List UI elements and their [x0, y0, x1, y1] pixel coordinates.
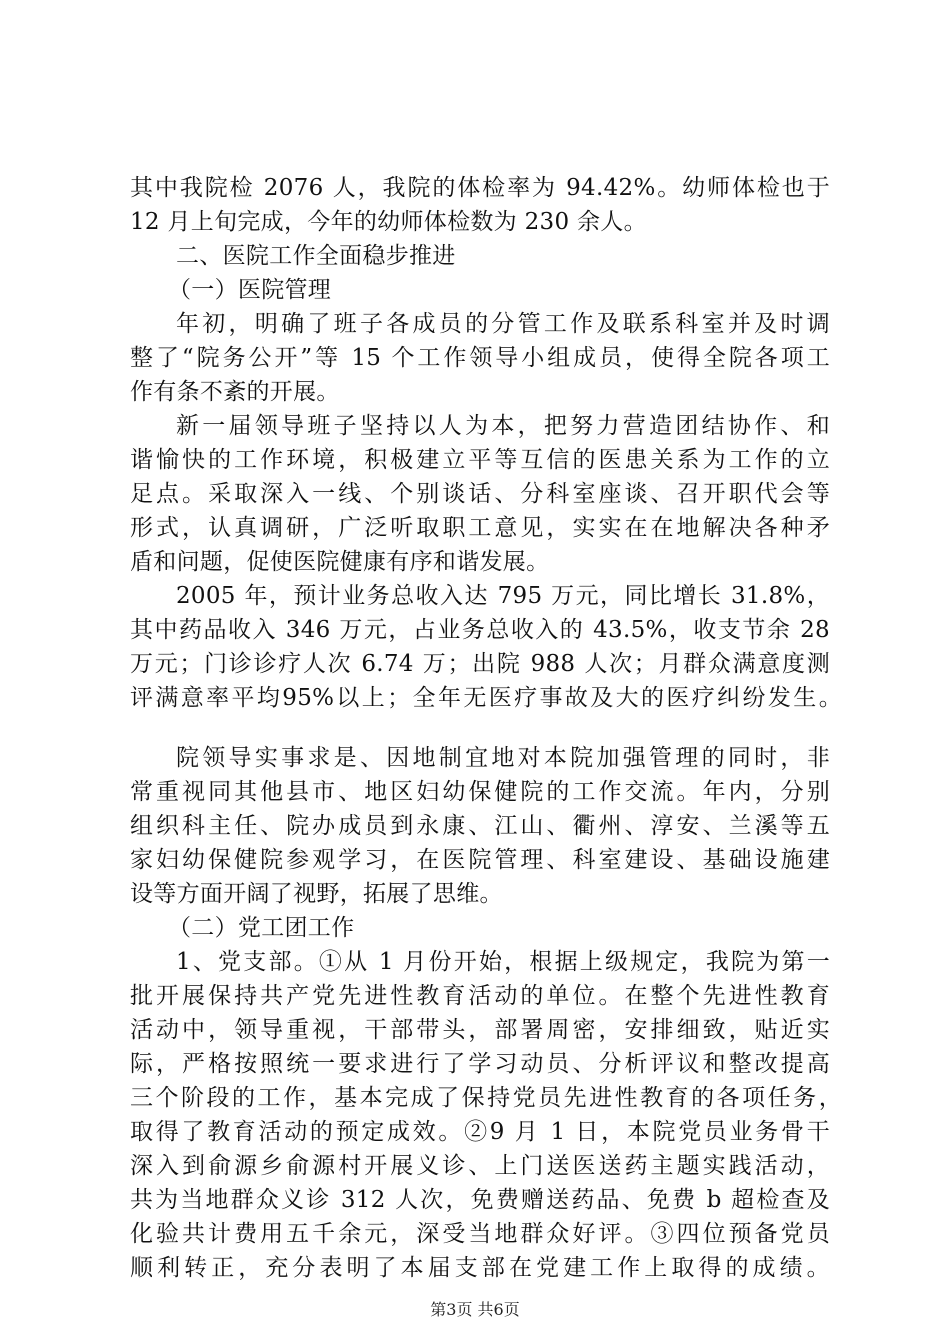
body-text-line: 活动中，领导重视，干部带头，部署周密，安排细致，贴近实 — [130, 1017, 830, 1043]
body-text-line: 其中我院检 2076 人，我院的体检率为 94.42%。幼师体检也于 — [130, 175, 830, 201]
body-text-line: 作有条不紊的开展。 — [130, 379, 340, 405]
body-text-line: 整了“院务公开”等 15 个工作领导小组成员，使得全院各项工 — [130, 345, 830, 371]
body-text-line: 2005 年，预计业务总收入达 795 万元，同比增长 31.8%， — [176, 583, 830, 609]
body-text-line: 批开展保持共产党先进性教育活动的单位。在整个先进性教育 — [130, 983, 830, 1009]
body-text-line: 组织科主任、院办成员到永康、江山、衢州、淳安、兰溪等五 — [130, 813, 830, 839]
body-text-line: 深入到俞源乡俞源村开展义诊、上门送医送药主题实践活动， — [130, 1153, 830, 1179]
body-text-line: 12 月上旬完成，今年的幼师体检数为 230 余人。 — [130, 209, 647, 235]
body-text-line: 谐愉快的工作环境，积极建立平等互信的医患关系为工作的立 — [130, 447, 830, 473]
body-text-line: 家妇幼保健院参观学习，在医院管理、科室建设、基础设施建 — [130, 847, 830, 873]
page-number-footer: 第3页 共6页 — [430, 1300, 520, 1319]
body-text-line: 盾和问题，促使医院健康有序和谐发展。 — [130, 549, 550, 575]
body-text-line: 年初，明确了班子各成员的分管工作及联系科室并及时调 — [176, 311, 830, 337]
subsection-heading: （一）医院管理 — [168, 277, 332, 303]
body-text-line: 顺利转正，充分表明了本届支部在党建工作上取得的成绩。 — [130, 1255, 830, 1281]
body-text-line: 三个阶段的工作，基本完成了保持党员先进性教育的各项任务， — [130, 1085, 842, 1111]
body-text-line: 评满意率平均95%以上；全年无医疗事故及大的医疗纠纷发生。 — [130, 685, 842, 711]
body-text-line: 际，严格按照统一要求进行了学习动员、分析评议和整改提高 — [130, 1051, 830, 1077]
body-text-line: 新一届领导班子坚持以人为本，把努力营造团结协作、和 — [176, 413, 830, 439]
body-text-line: 形式，认真调研，广泛听取职工意见，实实在在地解决各种矛 — [130, 515, 830, 541]
body-text-line: 取得了教育活动的预定成效。②9 月 1 日，本院党员业务骨干 — [130, 1119, 830, 1145]
subsection-heading: （二）党工团工作 — [168, 915, 355, 941]
body-text-line: 万元；门诊诊疗人次 6.74 万；出院 988 人次；月群众满意度测 — [130, 651, 830, 677]
body-text-line: 常重视同其他县市、地区妇幼保健院的工作交流。年内，分别 — [130, 779, 830, 805]
body-text-line: 足点。采取深入一线、个别谈话、分科室座谈、召开职代会等 — [130, 481, 830, 507]
body-text-line: 共为当地群众义诊 312 人次，免费赠送药品、免费 b 超检查及 — [130, 1187, 830, 1213]
body-text-line: 其中药品收入 346 万元，占业务总收入的 43.5%，收支节余 28 — [130, 617, 830, 643]
body-text-line: 1、党支部。①从 1 月份开始，根据上级规定，我院为第一 — [176, 949, 830, 975]
body-text-line: 设等方面开阔了视野，拓展了思维。 — [130, 881, 503, 907]
body-text-line: 院领导实事求是、因地制宜地对本院加强管理的同时，非 — [176, 745, 830, 771]
section-heading: 二、医院工作全面稳步推进 — [176, 243, 456, 269]
body-text-line: 化验共计费用五千余元，深受当地群众好评。③四位预备党员 — [130, 1221, 830, 1247]
